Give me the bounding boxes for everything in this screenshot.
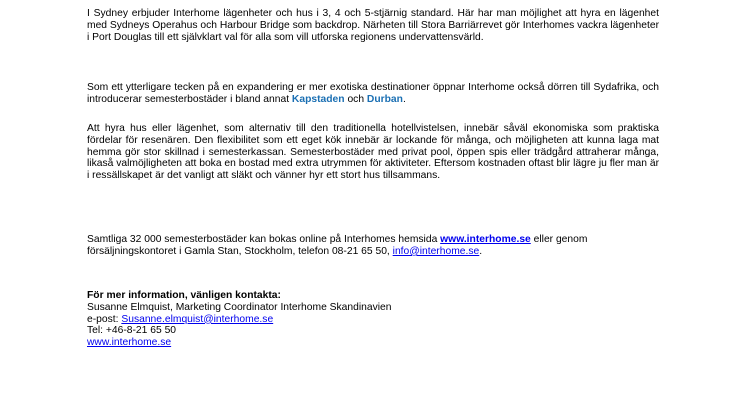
- city-durban: Durban: [366, 93, 403, 105]
- contact-website-link[interactable]: www.interhome.se: [87, 337, 172, 349]
- paragraph-booking: [87, 234, 659, 258]
- paragraph-sydney: I Sydney erbjuder Interhome lägenheter och hus i 3, 4 och 5-stjärnig standard. Här har man möjlighet att hyra en lägenhet med Sydneys Operahus och Harbour Bridge som backdrop. Närheten till Stora Barriärrevet gör Interhomes vackra lägenheter i Port Douglas till ett självklart val för alla som vill utforska regionens undervattensvärld.: [87, 8, 659, 43]
- booking-text-end: .: [479, 245, 483, 257]
- info-email-link[interactable]: info@interhome.se: [392, 245, 480, 257]
- paragraph-south-africa: [87, 82, 659, 106]
- booking-text-start: Samtliga 32 000 semesterbostäder kan bokas online på Interhomes hemsida: [87, 234, 441, 245]
- paragraph-south-africa-text: Som ett ytterligare tecken på en expandering er mer exotiska destinationer öppnar Interhome också dörren till Sydafrika, och introducerar semesterbostäder i bland annat: [87, 82, 659, 105]
- contact-heading: För mer information, vänligen kontakta:: [87, 290, 281, 301]
- city-kapstaden: Kapstaden: [291, 93, 345, 105]
- contact-phone: Tel: +46-8-21 65 50: [87, 325, 177, 337]
- conjunction-text: och: [344, 93, 367, 105]
- contact-email-line: [87, 314, 659, 326]
- contact-email-link[interactable]: Susanne.elmquist@interhome.se: [121, 313, 274, 325]
- contact-block: [87, 290, 659, 349]
- contact-name-title: Susanne Elmquist, Marketing Coordinator Interhome Skandinavien: [87, 301, 392, 313]
- website-link-bold[interactable]: www.interhome.se: [440, 234, 531, 245]
- paragraph-rental-benefits: Att hyra hus eller lägenhet, som alternativ till den traditionella hotellvistelsen, innebär såväl ekonomiska som praktiska fördelar för resenären. Den flexibilitet som ett eget kök innebär är lockande för många, och möjligheten att kunna laga mat hemma gör stor skillnad i semesterkassan. Semesterbostäder med privat pool, öppen spis eller trädgård attraherar många, likaså valmöjligheten att boka en bostad med extra utrymmen för aktiviteter. Eftersom kostnaden oftast blir lägre ju fler man är i ressällskapet är det vanligt att släkt och vänner hyr ett stort hus tillsammans.: [87, 123, 659, 182]
- period-text: .: [402, 93, 406, 105]
- booking-text-middle: eller genom försäljningskontoret i Gamla Stan, Stockholm, telefon 08-21 65 50,: [87, 234, 588, 257]
- contact-email-label: e-post:: [87, 313, 122, 325]
